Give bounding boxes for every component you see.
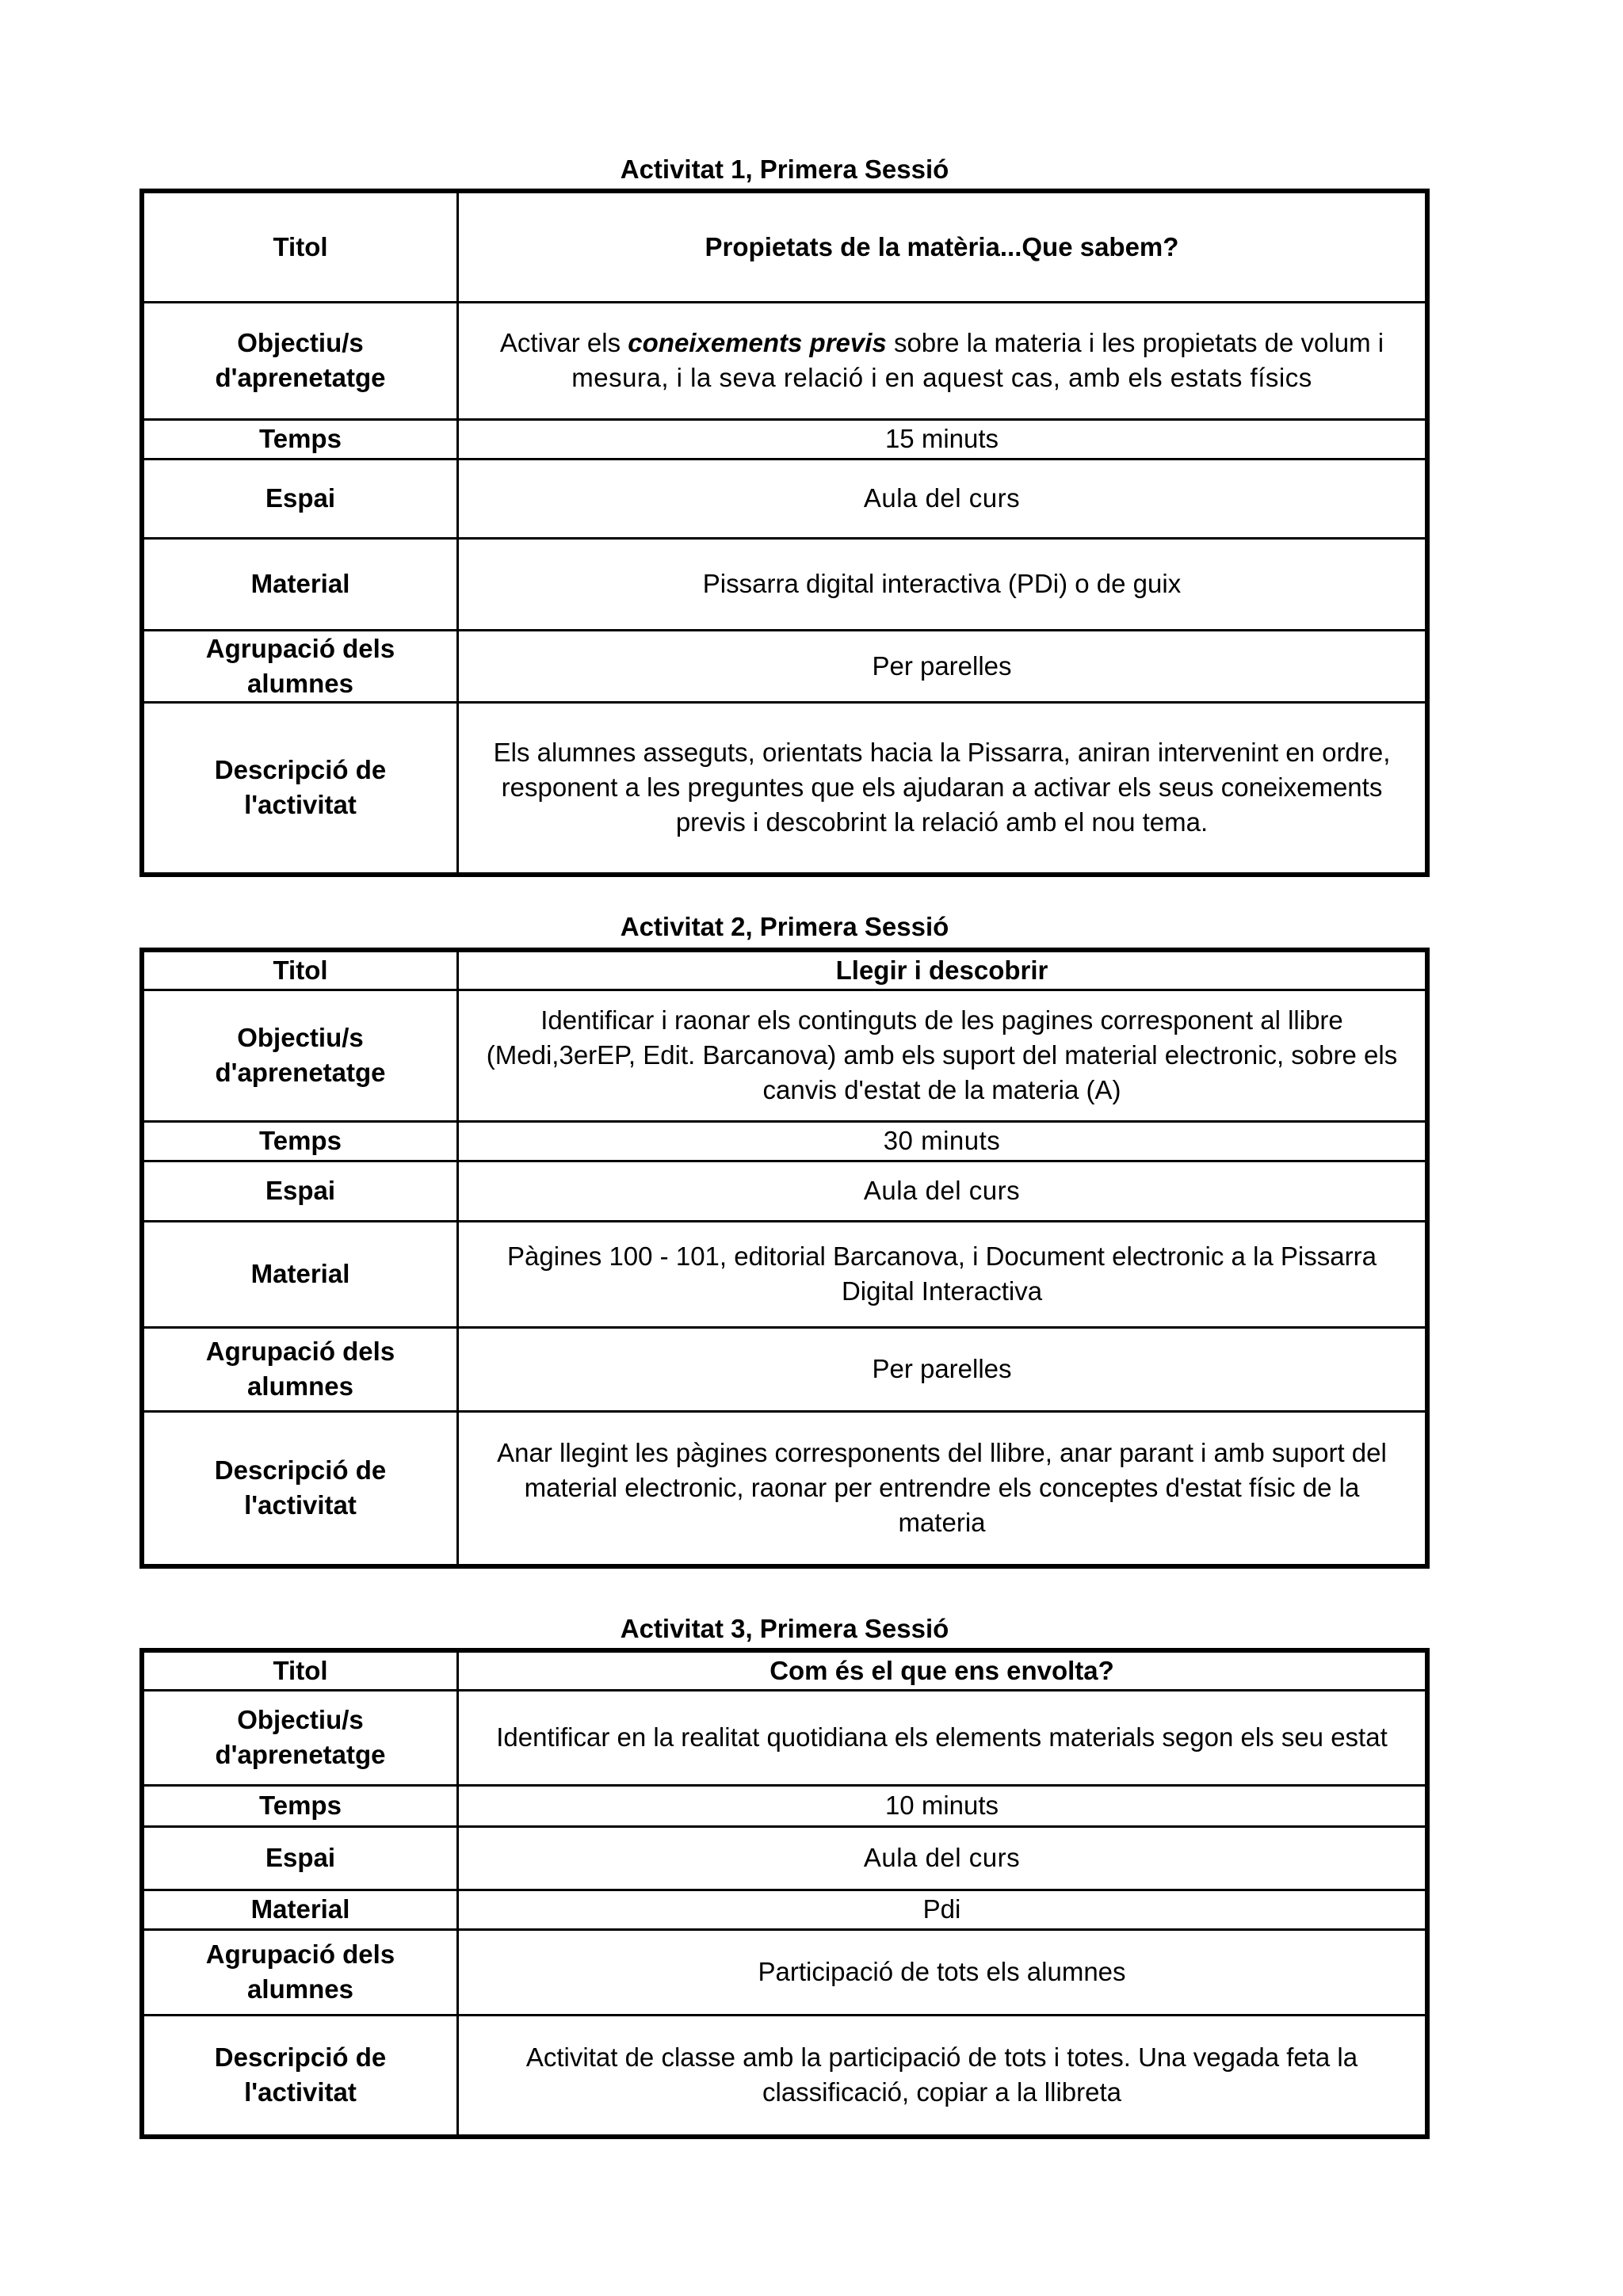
activity-1-table [139, 189, 1430, 877]
table-row [142, 538, 1427, 630]
row-label-espai: Espai [142, 1161, 458, 1221]
row-value-temps: 30 minuts [458, 1121, 1428, 1161]
row-value-objectiu: Activar els coneixements previs sobre la materia i les propietats de volum i mesura, i la seva relació i en aquest cas, amb els estats físics [458, 302, 1428, 419]
table-row [142, 1826, 1427, 1890]
row-label-titol: Titol [142, 1650, 458, 1690]
row-value-agrupacio: Participació de tots els alumnes [458, 1929, 1428, 2015]
activity-1-heading: Activitat 1, Primera Sessió [620, 154, 949, 184]
table-row [142, 1327, 1427, 1411]
row-value-espai: Aula del curs [458, 1161, 1428, 1221]
activity-2-heading: Activitat 2, Primera Sessió [620, 912, 949, 941]
row-value-titol: Com és el que ens envolta? [458, 1650, 1428, 1690]
table-row [142, 1121, 1427, 1161]
row-value-agrupacio: Per parelles [458, 1327, 1428, 1411]
row-value-temps: 15 minuts [458, 419, 1428, 459]
row-label-agrupacio: Agrupació dels alumnes [142, 1327, 458, 1411]
table-row [142, 1161, 1427, 1221]
table-row [142, 1690, 1427, 1785]
row-label-titol: Titol [142, 950, 458, 990]
table-row [142, 1221, 1427, 1327]
row-label-temps: Temps [142, 1121, 458, 1161]
row-value-temps: 10 minuts [458, 1785, 1428, 1826]
table-row [142, 191, 1427, 302]
row-label-objectiu: Objectiu/s d'aprenetatge [142, 1690, 458, 1785]
row-value-espai: Aula del curs [458, 459, 1428, 538]
table-row [142, 990, 1427, 1121]
row-label-agrupacio: Agrupació dels alumnes [142, 630, 458, 702]
row-label-descripcio: Descripció de l'activitat [142, 2015, 458, 2137]
row-label-espai: Espai [142, 459, 458, 538]
row-value-objectiu: Identificar i raonar els continguts de les pagines corresponent al llibre (Medi,3erEP, Edit. Barcanova) amb els suport del material electronic, sobre els canvis d'estat de la materia (A) [458, 990, 1428, 1121]
row-value-objectiu: Identificar en la realitat quotidiana els elements materials segon els seu estat [458, 1690, 1428, 1785]
table-row [142, 1650, 1427, 1690]
activity-3-heading: Activitat 3, Primera Sessió [620, 1614, 949, 1643]
row-label-objectiu: Objectiu/s d'aprenetatge [142, 990, 458, 1121]
table-row [142, 419, 1427, 459]
row-value-material: Pdi [458, 1890, 1428, 1929]
table-row [142, 1785, 1427, 1826]
row-value-material: Pissarra digital interactiva (PDi) o de guix [458, 538, 1428, 630]
row-label-objectiu: Objectiu/s d'aprenetatge [142, 302, 458, 419]
row-value-descripcio: Activitat de classe amb la participació de tots i totes. Una vegada feta la classificació, copiar a la llibreta [458, 2015, 1428, 2137]
table-row [142, 2015, 1427, 2137]
row-value-titol: Llegir i descobrir [458, 950, 1428, 990]
row-value-titol: Propietats de la matèria...Que sabem? [458, 191, 1428, 302]
row-label-descripcio: Descripció de l'activitat [142, 702, 458, 875]
table-row [142, 702, 1427, 875]
row-label-agrupacio: Agrupació dels alumnes [142, 1929, 458, 2015]
row-label-descripcio: Descripció de l'activitat [142, 1411, 458, 1566]
row-label-temps: Temps [142, 419, 458, 459]
table-row [142, 950, 1427, 990]
activity-2-table [139, 948, 1430, 1569]
table-row [142, 630, 1427, 702]
row-value-agrupacio: Per parelles [458, 630, 1428, 702]
row-value-espai: Aula del curs [458, 1826, 1428, 1890]
row-value-material: Pàgines 100 - 101, editorial Barcanova, i Document electronic a la Pissarra Digital Interactiva [458, 1221, 1428, 1327]
row-label-temps: Temps [142, 1785, 458, 1826]
table-row [142, 1890, 1427, 1929]
activity-3-table [139, 1648, 1430, 2139]
row-label-espai: Espai [142, 1826, 458, 1890]
table-row [142, 1411, 1427, 1566]
table-row [142, 459, 1427, 538]
table-row [142, 302, 1427, 419]
row-label-material: Material [142, 538, 458, 630]
row-label-titol: Titol [142, 191, 458, 302]
row-value-descripcio: Els alumnes asseguts, orientats hacia la Pissarra, aniran intervenint en ordre, responent a les preguntes que els ajudaran a activar els seus coneixements previs i descobrint la relació amb el nou tema. [458, 702, 1428, 875]
row-label-material: Material [142, 1890, 458, 1929]
table-row [142, 1929, 1427, 2015]
row-value-descripcio: Anar llegint les pàgines corresponents del llibre, anar parant i amb suport del material electronic, raonar per entrendre els conceptes d'estat físic de la materia [458, 1411, 1428, 1566]
row-label-material: Material [142, 1221, 458, 1327]
